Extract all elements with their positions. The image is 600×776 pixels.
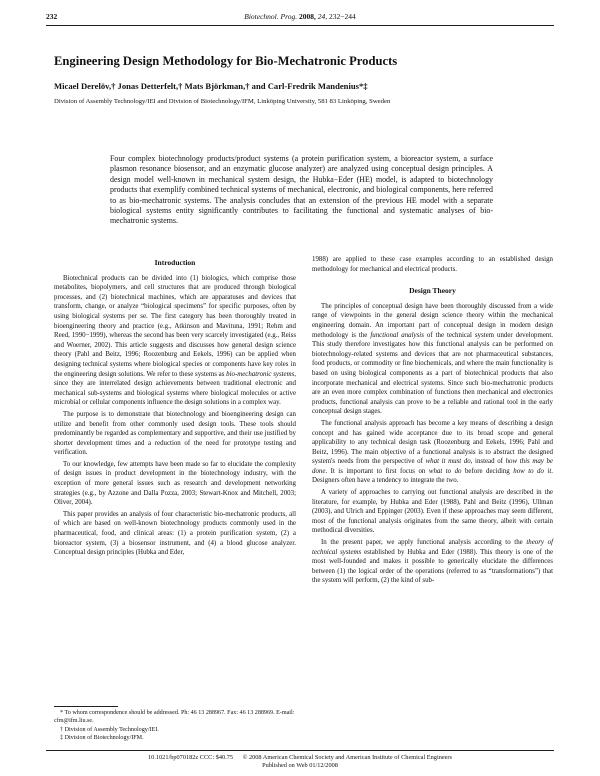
page-number: 232 [46,12,58,21]
theory-paragraph-1: The principles of conceptual design have been thoroughly discussed from a wide range of viewpoints in the general design science theory within the mechanical engineering domain. An important part of conceptual design in modern design methodology is the functional analysis of the technical system under development. This study therefore investigates how this functional analysis can be performed on biotechnology-related systems and devices that are not pharmaceutical substances, food products, or commodity or fine biochemicals, and where the main functionality is based on using biological components as a part of biotechnical products that also incorporate mechanical and electrical systems. Since such bio-mechatronic products are an even more complex combination of functions then mechanical and electronics products, functional analysis can prove to be a reliable and rational tool in the early conceptual design stages. [312,302,553,416]
author-list: Micael Derelöv,† Jonas Detterfelt,† Mats Björkman,† and Carl-Fredrik Mandenius*‡ [54,81,368,91]
journal-citation [46,12,554,21]
affiliation: Division of Assembly Technology/IEI and Division of Biotechnology/IFM, Linköping University, 581 83 Linköping, Sweden [54,98,391,105]
theory-paragraph-3: A variety of approaches to carrying out functional analysis are described in the literature, for example, by Hubka and Eder (1988), Pahl and Beitz (1996), Ullman (2003), and Ulrich and Eppinger (2003). Even if these approaches may seem different, most of the functional analysis originates from the same theory, albeit with certain methodical diversities. [312,489,553,535]
left-column [54,258,296,560]
emphasis-term: bio-mechatronic systems [226,370,295,378]
theory-paragraph-4: In the present paper, we apply functional analysis according to the theory of technical systems established by Hubka and Eder (1988). This theory is one of the most well-founded and makes it possible to generically elucidate the differences between (1) the logical order of the operations (referred to as “transformations”) that the system will perform, (2) the kind of sub- [312,539,553,585]
intro-paragraph-4: This paper provides an analysis of four characteristic bio-mechatronic products, all of which are based on well-known biotechnology products commonly used in the pharmaceutical, food, and clinical areas: (1) a protein purification system, (2) a bioreactor system, (3) a biosensor instrument, and (4) a blood glucose analyzer. Conceptual design principles (Hubka and Eder, [54,510,296,557]
footnote-corresponding: * To whom correspondence should be addressed. Ph: 46 13 288967. Fax: 46 13 288969. E-mail: cfm@ifm.liu.se. [54,710,295,725]
abstract: Four complex biotechnology products/product systems (a protein purification system, a bioreactor system, a surface plasmon resonance biosensor, and an enzymatic glucose analyzer) are analyzed using conceptual design principles. A design model well-known in mechanical system design, the Hubka−Eder (HE) model, is adapted to biotechnology products that exemplify combined technical systems of mechanical, electronic, and biological components, here referred to as bio-mechatronic systems. The analysis concludes that an extension of the previous HE model with a separate biological systems entity significantly contributes to facilitating the functional and systematic analyses of bio-mechatronic systems. [110,154,493,226]
theory-paragraph-2: The functional analysis approach has become a key means of describing a design concept and has gained wide acceptance due to its broad scope and general applicability to any technical design task (Roozenburg and Eekels, 1996; Pahl and Beitz, 1996). The main objective of a functional analysis is to abstract the designed system's needs from the perspective of what it must do, instead of how this may be done. It is important to first focus on what to do before deciding how to do it. Designers often have a tendency to integrate the two. [312,419,553,485]
footnote-dagger: † Division of Assembly Technology/IEI. [60,726,159,733]
header-rule [46,25,554,26]
journal-name: Biotechnol. Prog. [244,12,298,21]
section-heading-design-theory: Design Theory [409,286,456,296]
section-heading-introduction: Introduction [154,258,196,267]
intro-paragraph-3: To our knowledge, few attempts have been made so far to elucidate the complexity of design issues in product development in the biotechnology industry, with the exception of more general issues such as research and development networking strategies (e.g., by Azzone and Dalla Pozza, 2003; Stewart-Knox and Mitchell, 2003; Oliver, 2004). [54,460,296,507]
journal-volume: 24, [317,12,328,21]
page-footer [0,754,600,770]
continued-paragraph: 1988) are applied to these case examples according to an established design methodology for mechanical and electrical products. [312,256,553,273]
emphasis-term: theory of technical systems [312,539,553,556]
footnote-rule [54,706,118,707]
footer-rule [46,750,554,751]
doi-ccc: 10.1021/bp070182z CCC: $40.75 [148,754,234,761]
intro-paragraph-2: The purpose is to demonstrate that biotechnology and bioengineering design can utilize and benefit from other commonly used design tools. These tools should predominantly be regarded as complementary and supportive, and their use justified by shorter development times and a reduction of the need for prototype testing and verification. [54,410,296,457]
article-title: Engineering Design Methodology for Bio-Mechatronic Products [54,54,398,68]
footnote-ddagger: ‡ Division of Biotechnology/IFM. [60,735,144,742]
copyright: © 2008 American Chemical Society and American Institute of Chemical Engineers [242,754,452,761]
published-date: Published on Web 01/12/2008 [262,762,338,770]
journal-pages: 232−244 [328,12,356,21]
running-header [46,12,554,24]
emphasis-term: functional analysis [370,331,424,339]
intro-paragraph-1: Biotechnical products can be divided into (1) biologics, which comprise those metabolites, biopolymers, and cell structures that are produced through biological processes, and (2) biotechnical machines, which are apparatuses and devices that transform, change, or analyze “biological specimens” for specific purposes, often by using biological systems per se. The first category has been thoroughly treated in bioengineering theory and practice (e.g., Atkinson and Mavituna, 1991; Rehm and Reed, 1990−1999), whereas the second has been very scarcely investigated (e.g., Reiss and Woerner, 2002). This article suggests and discusses how general design science theory (Pahl and Beitz, 1996; Roozenburg and Eekels, 1996) can be applied when designing technical systems where biological species or components have key roles in the engineering design solutions. We refer to these systems as bio-mechatronic systems, since they are interrelated design achievements between traditional electronic and mechanical sub-systems and biological systems where biological molecules or active microbial or cellular components influence the design solutions in a complex way. [54,274,296,407]
footnotes [54,709,296,743]
right-column [312,255,553,588]
journal-year: 2008, [298,12,316,21]
